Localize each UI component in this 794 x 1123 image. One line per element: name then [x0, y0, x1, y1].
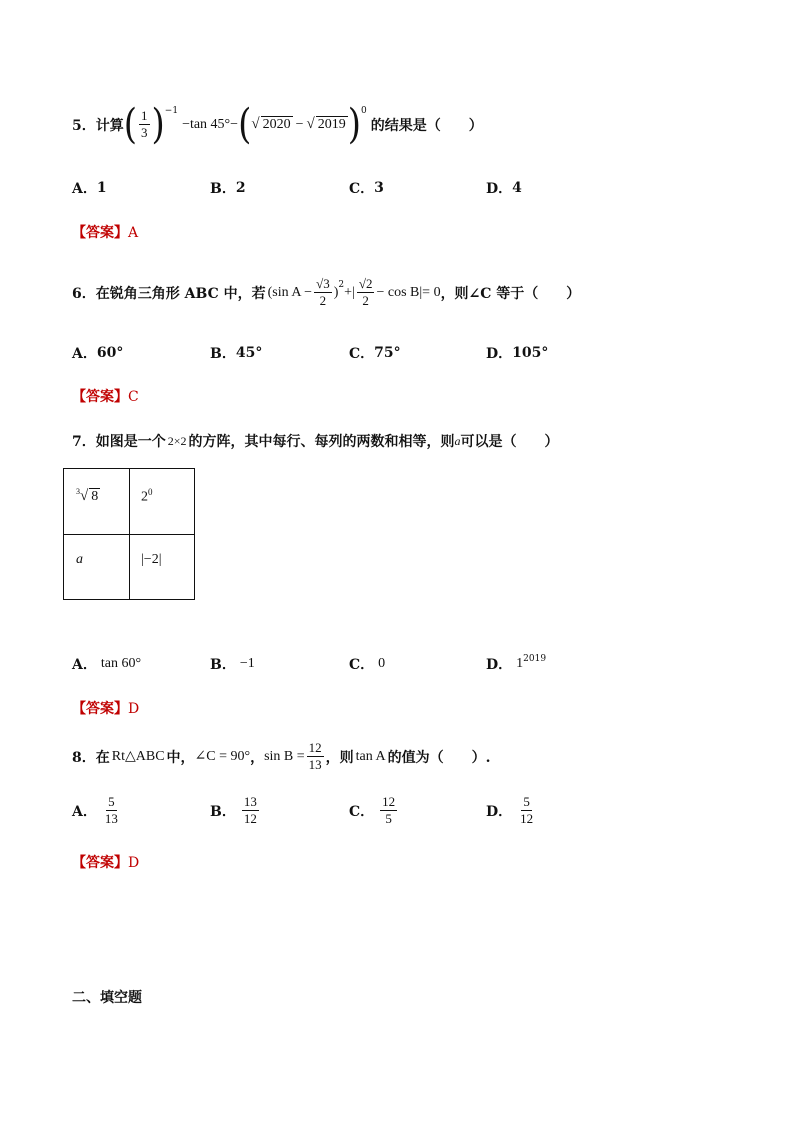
math-term: (sin A −	[267, 284, 313, 300]
denominator: 12	[520, 811, 534, 826]
option-label: B．	[210, 803, 236, 820]
option-label: C．	[349, 657, 375, 673]
option-d[interactable]	[486, 343, 548, 363]
answer-label: 【答案】	[72, 855, 128, 871]
answer-label: 【答案】	[72, 389, 128, 405]
exponent: 0	[360, 106, 367, 116]
question-text: 计算	[95, 117, 124, 134]
denominator: 2	[319, 293, 327, 308]
option-b[interactable]	[210, 654, 255, 674]
math-term: ∠C = 90°	[194, 749, 251, 764]
question-number: 7．	[72, 434, 96, 450]
answer-5	[72, 222, 138, 242]
answer-value: A	[128, 225, 139, 241]
denominator: 13	[308, 757, 322, 772]
option-label: D．	[486, 181, 513, 197]
matrix-grid	[63, 468, 195, 600]
numerator: 5	[523, 794, 530, 809]
option-b[interactable]	[210, 343, 262, 363]
option-label: A．	[72, 657, 97, 673]
option-label: D．	[486, 803, 513, 820]
answer-label: 【答案】	[72, 225, 128, 241]
option-value: 60°	[96, 345, 124, 361]
option-label: C．	[349, 181, 375, 197]
denominator: 5	[385, 811, 392, 826]
math-term: 2	[141, 489, 148, 505]
option-d[interactable]	[486, 654, 546, 674]
fraction	[242, 794, 259, 827]
option-b[interactable]	[210, 178, 246, 198]
option-value: −1	[239, 656, 255, 671]
math-term: )	[333, 284, 339, 300]
question-text: ，则	[325, 749, 354, 766]
math-term: Rt△ABC	[111, 749, 165, 764]
fraction	[103, 794, 120, 827]
radical-sign: √	[80, 488, 89, 504]
exponent: 2	[338, 280, 345, 290]
option-value: 105°	[512, 345, 549, 361]
grid-cell	[64, 534, 130, 600]
answer-label: 【答案】	[72, 701, 128, 717]
question-6	[72, 276, 580, 309]
math-term: tan A	[355, 748, 386, 764]
radicand: 8	[91, 489, 99, 504]
option-c[interactable]	[349, 343, 401, 363]
question-text: ，则∠C 等于（ ）	[440, 285, 581, 302]
radical-sign: √	[251, 116, 260, 132]
fraction	[307, 740, 324, 773]
option-label: A．	[72, 346, 97, 362]
numerator: 13	[243, 794, 257, 809]
option-value: 3	[374, 180, 384, 196]
answer-6	[72, 386, 139, 406]
denominator: 2	[362, 293, 369, 308]
answer-value: D	[128, 701, 140, 717]
answer-value: C	[128, 389, 139, 405]
answer-7	[72, 698, 139, 718]
radicand: 2019	[317, 117, 346, 132]
question-text: 的方阵，其中每行、每列的两数和相等，则	[188, 434, 455, 450]
math-term: −	[295, 116, 304, 132]
exponent: 0	[148, 487, 153, 497]
denominator: 13	[104, 811, 118, 826]
exponent: 2019	[523, 654, 547, 664]
numerator: 1	[141, 108, 148, 123]
option-label: C．	[349, 346, 375, 362]
section-title: 二、填空题	[72, 990, 142, 1006]
math-variable: a	[454, 433, 461, 448]
option-value: 1	[96, 180, 107, 196]
option-label: C．	[349, 803, 375, 820]
option-a[interactable]	[72, 794, 122, 827]
option-value: 45°	[235, 345, 263, 361]
question-text: 中，	[166, 749, 195, 766]
option-b[interactable]	[210, 794, 261, 827]
question-text: 的值为（ ）.	[387, 749, 491, 766]
option-value: 4	[512, 180, 522, 196]
option-label: B．	[210, 181, 236, 197]
question-text: ，	[250, 749, 265, 766]
option-label: D．	[486, 657, 513, 673]
grid-cell	[129, 469, 195, 535]
math-term: |−2|	[141, 552, 162, 567]
numerator: 12	[308, 740, 322, 755]
option-d[interactable]	[486, 178, 522, 198]
option-value: 1	[516, 656, 524, 671]
option-a[interactable]	[72, 343, 123, 363]
question-text: 的结果是（ ）	[370, 117, 483, 134]
numerator: 5	[108, 794, 115, 809]
question-number: 6．	[72, 285, 96, 302]
root-index: 3	[76, 487, 80, 496]
answer-8	[72, 852, 139, 872]
option-value: tan 60°	[100, 656, 142, 671]
question-text: 可以是（ ）	[460, 434, 559, 450]
math-term: 2×2	[167, 433, 187, 448]
numerator: √3	[316, 276, 330, 291]
left-paren: (	[123, 100, 138, 149]
question-8	[72, 740, 491, 773]
numerator: √2	[358, 276, 373, 291]
option-c[interactable]	[349, 178, 384, 198]
fraction	[357, 276, 375, 309]
exponent: −1	[164, 106, 179, 116]
question-number: 8．	[72, 749, 96, 766]
right-paren: )	[151, 100, 165, 149]
fraction	[380, 794, 397, 827]
right-paren: )	[347, 100, 361, 149]
math-term: −tan 45°−	[182, 116, 239, 132]
left-paren: (	[238, 100, 252, 149]
radicand: 2020	[262, 117, 291, 132]
option-d[interactable]	[486, 794, 537, 827]
option-a[interactable]	[72, 654, 141, 674]
option-label: D．	[486, 346, 513, 362]
math-term: +|	[344, 284, 355, 300]
radical-sign: √	[306, 116, 315, 132]
option-label: B．	[210, 657, 236, 673]
question-5	[72, 100, 483, 149]
option-c[interactable]	[349, 654, 385, 674]
option-label: B．	[210, 346, 236, 362]
option-c[interactable]	[349, 794, 399, 827]
denominator: 12	[243, 811, 257, 826]
option-value: 2	[235, 180, 246, 196]
option-value: 0	[378, 656, 386, 671]
question-text: 如图是一个	[95, 434, 166, 450]
numerator: 12	[382, 794, 396, 809]
option-a[interactable]	[72, 178, 107, 198]
answer-value: D	[128, 855, 140, 871]
math-variable: a	[76, 552, 83, 567]
option-label: A．	[72, 803, 97, 820]
math-term: sin B =	[264, 748, 305, 764]
question-number: 5．	[72, 117, 96, 134]
grid-cell	[129, 534, 195, 600]
option-value: 75°	[374, 345, 401, 361]
fraction	[314, 276, 332, 309]
math-term: − cos B|= 0	[376, 284, 441, 300]
fraction	[518, 794, 535, 827]
question-text: 在	[95, 749, 110, 766]
option-label: A．	[72, 181, 97, 197]
denominator: 3	[141, 125, 148, 140]
grid-cell	[64, 469, 130, 535]
fraction	[139, 108, 150, 141]
question-text: 在锐角三角形 ABC 中，若	[95, 285, 266, 302]
question-7	[72, 431, 559, 451]
